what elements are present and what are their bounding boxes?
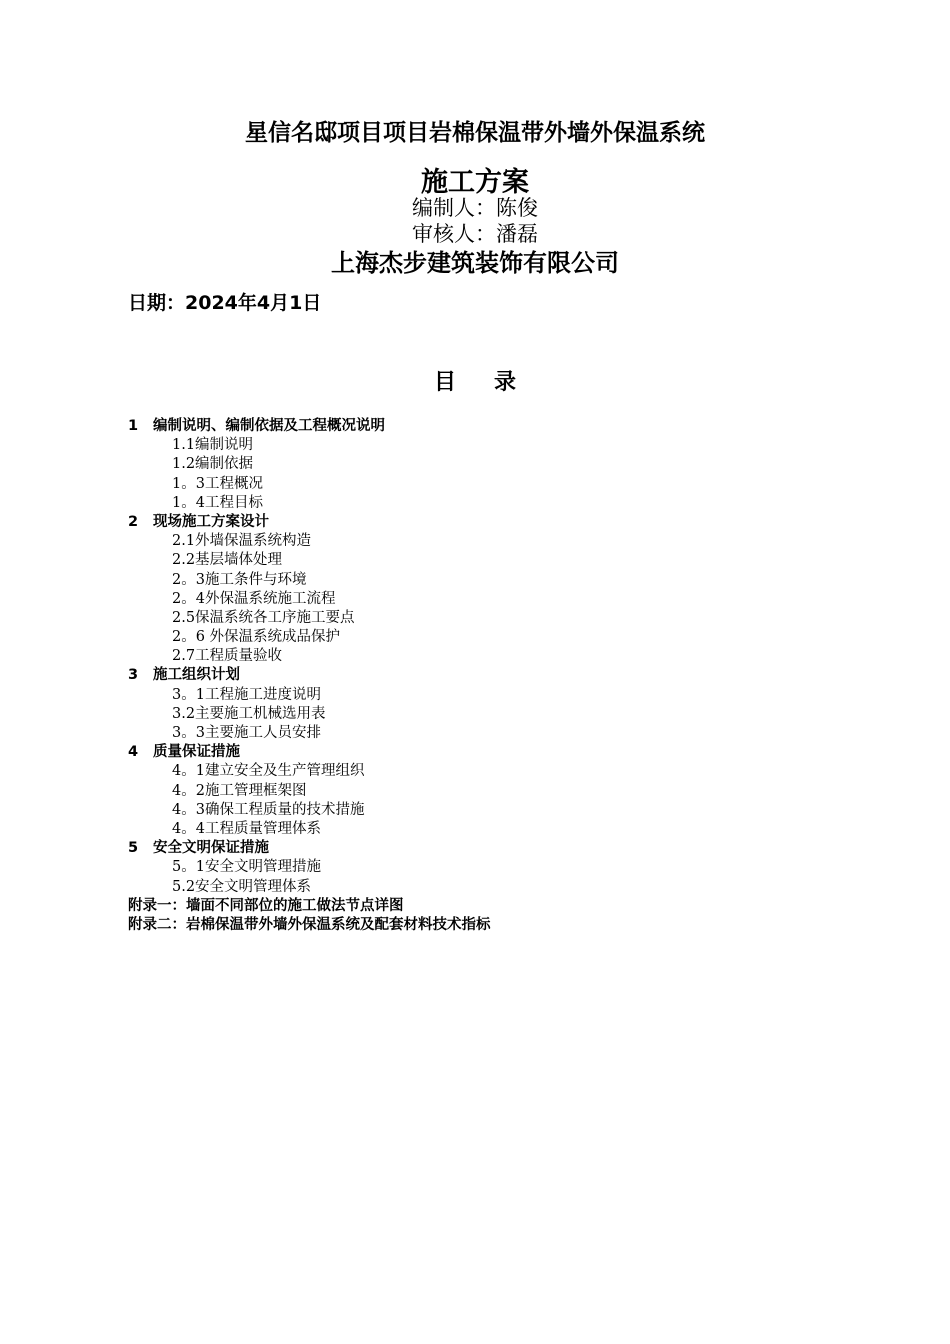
toc-item: 4。1建立安全及生产管理组织: [172, 763, 365, 780]
toc-item: 4。2施工管理框架图: [172, 782, 307, 799]
toc-heading-left: 目: [433, 370, 456, 395]
toc-item: 2.1外墙保温系统构造: [172, 533, 312, 550]
toc-item: 2.2基层墙体处理: [172, 552, 283, 569]
toc-section-number: 4: [128, 744, 139, 761]
toc-section-2: [128, 513, 848, 532]
toc-item: 3。3主要施工人员安排: [172, 725, 321, 741]
toc-section-number: 1: [128, 418, 139, 434]
toc-section-3: [128, 666, 848, 685]
toc-section-5: [128, 839, 848, 858]
company-name: 上海杰步建筑装饰有限公司: [331, 249, 619, 277]
toc-section-title: 编制说明、编制依据及工程概况说明: [153, 418, 385, 434]
toc-item: 3.2主要施工机械选用表: [172, 705, 326, 722]
toc-item: 2。4外保温系统施工流程: [172, 590, 336, 607]
toc-section-title: 安全文明保证措施: [153, 840, 269, 857]
toc-item: 3。1工程施工进度说明: [172, 686, 321, 703]
toc-section-title: 现场施工方案设计: [153, 513, 269, 530]
toc-item: 5.2安全文明管理体系: [172, 878, 312, 895]
toc-appendix-2: 附录二：岩棉保温带外墙外保温系统及配套材料技术指标: [128, 916, 491, 933]
toc-section-number: 3: [128, 667, 139, 684]
toc-section-title: 施工组织计划: [153, 667, 240, 684]
reviewer-line: 审核人：潘磊: [412, 222, 538, 246]
toc-section-number: 2: [128, 513, 139, 530]
toc-heading-right: 录: [494, 370, 517, 395]
toc-item: 2.5保温系统各工序施工要点: [172, 609, 355, 626]
toc-item: 2。6 外保温系统成品保护: [172, 629, 341, 646]
document-title: 星信名邸项目项目岩棉保温带外墙外保温系统: [245, 120, 705, 146]
toc-item: 1。4工程目标: [172, 494, 263, 511]
toc-item: 5。1安全文明管理措施: [172, 859, 321, 876]
editor-line: 编制人：陈俊: [412, 196, 538, 220]
toc-heading: [0, 365, 950, 396]
toc-item: 2。3施工条件与环境: [172, 571, 307, 588]
toc-item: 1。3工程概况: [172, 475, 263, 492]
document-date: 日期：2024年4月1日: [128, 292, 322, 314]
toc-appendix-1: 附录一：墙面不同部位的施工做法节点详图: [128, 897, 404, 914]
document-subtitle: 施工方案: [421, 167, 529, 198]
toc-item: 2.7工程质量验收: [172, 648, 283, 665]
toc-item: 1.2编制依据: [172, 456, 254, 473]
toc-section-number: 5: [128, 840, 139, 857]
toc-section-1: [128, 417, 848, 436]
toc-item: 1.1编制说明: [172, 437, 254, 454]
table-of-contents: [128, 417, 848, 935]
toc-section-4: [128, 743, 848, 762]
toc-item: 4。4工程质量管理体系: [172, 820, 321, 837]
toc-section-title: 质量保证措施: [153, 744, 240, 761]
toc-item: 4。3确保工程质量的技术措施: [172, 801, 365, 818]
